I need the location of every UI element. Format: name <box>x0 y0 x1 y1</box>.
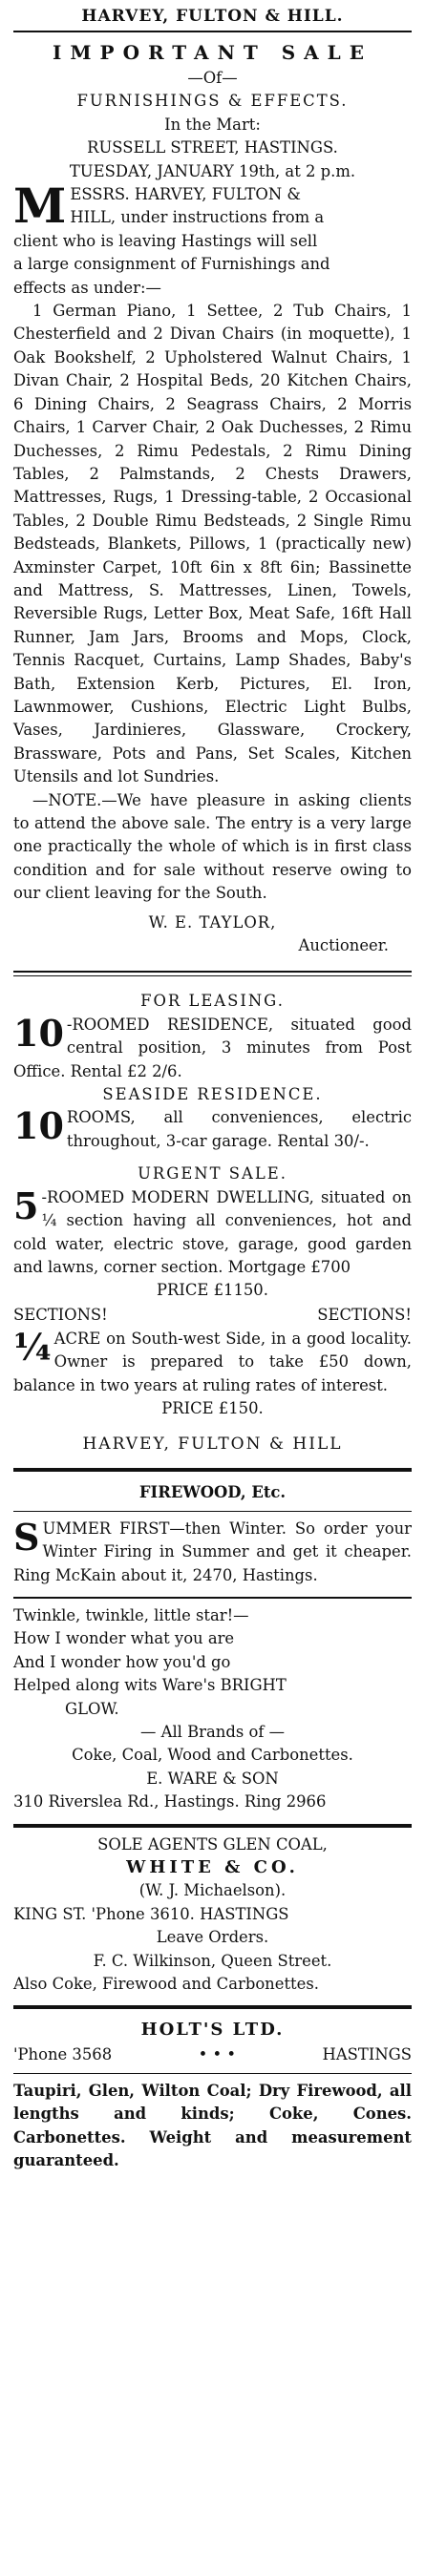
verse-line: Helped along wits Ware's BRIGHT <box>13 1676 287 1695</box>
ad-ware-and-son <box>13 1604 412 1814</box>
firm-name: HOLT'S LTD. <box>140 2020 285 2041</box>
intro-line: ESSRS. HARVEY, FULTON & <box>70 185 301 204</box>
firm-address: 310 Riverslea Rd., Hastings. Ring 2966 <box>13 1792 327 1812</box>
leave-orders: Leave Orders. <box>156 1928 269 1947</box>
verse-line: Twinkle, twinkle, little star!— <box>13 1605 249 1624</box>
verse-line: And I wonder how you'd go <box>13 1652 231 1671</box>
ad-firewood <box>13 1481 412 1587</box>
dropcap: 10 <box>13 1104 64 1148</box>
agent-line: F. C. Wilkinson, Queen Street. <box>93 1951 332 1970</box>
phone-row <box>13 2042 412 2067</box>
sale-subtitle: FURNISHINGS & EFFECTS. <box>76 92 349 111</box>
sections-left: SECTIONS! <box>13 1305 108 1324</box>
proprietor: (W. J. Michaelson). <box>138 1881 287 1900</box>
intro-line: HILL, under instructions from a <box>70 208 325 227</box>
divider <box>13 31 412 32</box>
ad-holts <box>13 2019 412 2172</box>
venue-line-2: RUSSELL STREET, HASTINGS. <box>87 138 338 157</box>
town: HASTINGS <box>322 2044 412 2063</box>
firewood-text: UMMER FIRST—then Winter. So order your Winter Firing in Summer and get it cheaper. Ring McKain about it, 2470, Hastings. <box>13 1518 412 1584</box>
listing-text: ACRE on South-west Side, in a good locality. Owner is prepared to take £50 down, balance in two years at ruling rates of interest. <box>13 1329 412 1394</box>
venue-line-1: In the Mart: <box>164 115 261 134</box>
listing-2 <box>13 1106 412 1153</box>
auctioneer-name: W. E. TAYLOR, <box>148 912 277 932</box>
listing-3 <box>13 1183 412 1280</box>
firm-name: WHITE & CO. <box>126 1857 299 1878</box>
firm-name: E. WARE & SON <box>146 1769 279 1788</box>
agents-heading: SOLE AGENTS GLEN COAL, <box>97 1834 328 1853</box>
listing-text: -ROOMED MODERN DWELLING, situated on ¼ section having all conveniences, hot and cold water, electric stove, garage, good garden and lawns, corner section. Mortgage £700 <box>13 1187 412 1276</box>
firm-address: KING ST. 'Phone 3610. HASTINGS <box>13 1904 289 1923</box>
ad-header: HARVEY, FULTON & HILL. <box>81 7 344 26</box>
auctioneer-title: Auctioneer. <box>298 936 389 955</box>
ad-important-sale <box>13 6 412 957</box>
intro-line: client who is leaving Hastings will sell <box>13 231 318 250</box>
holts-text: Taupiri, Glen, Wilton Coal; Dry Firewood, all lengths and kinds; Coke, Cones. Carbonettes. Weight and measurement guaranteed. <box>13 2081 412 2170</box>
dropcap: ¼ <box>13 1325 52 1369</box>
sections-right: SECTIONS! <box>317 1305 412 1324</box>
of-line: —Of— <box>187 69 238 87</box>
dots: • • • <box>198 2044 237 2063</box>
dropcap: M <box>13 178 67 235</box>
dropcap: 10 <box>13 1011 64 1055</box>
ad-footer: HARVEY, FULTON & HILL <box>82 1435 343 1455</box>
also-line: Also Coke, Firewood and Carbonettes. <box>13 1975 319 1994</box>
item-list: 1 German Piano, 1 Settee, 2 Tub Chairs, 1 Chesterfield and 2 Divan Chairs (in moquette), 1 Oak Bookshelf, 2 Upholstered Walnut Chairs, 1 Divan Chair, 2 Hospital Beds, 20 Kitchen Chairs, 6 Dining Chairs, 2 Seagrass Chairs, 2 Morris Chairs, 1 Carver Chair, 2 Oak Duchesses, 2 Rimu Duchesses, 2 Rimu Pedestals, 2 Rimu Dining Tables, 2 Palmstands, 2 Chests Drawers, Mattresses, Rugs, 1 Dressing-table, 2 Occasional Tables, 2 Double Rimu Bedsteads, 2 Single Rimu Bedsteads, Blankets, Pillows, 1 (practically new) Axminster Carpet, 10ft 6in x 8ft 6in; Bassinette and Mattress, S. Mattresses, Linen, Towels, Reversible Rugs, Letter Box, Meat Safe, 16ft Hall Runner, Jam Jars, Brooms and Mops, Clock, Tennis Racquet, Curtains, Lamp Shades, Baby's Bath, Extension Kerb, Pictures, El. Iron, Lawnmower, Cushions, Electric Light Bulbs, Vases, Jardinieres, Glassware, Crockery, Brassware, Pots and Pans, Set Scales, Kitchen Utensils and lot Sundries. <box>13 302 412 786</box>
sale-note: —NOTE.—We have pleasure in asking clients to attend the above sale. The entry is a very large one practically the whole of which is in first class condition and for sale without reserve owing to our client leaving for the South. <box>13 790 412 903</box>
listing-heading: URGENT SALE. <box>138 1164 287 1183</box>
listing-price: PRICE £150. <box>161 1398 264 1417</box>
listing-4 <box>13 1325 412 1397</box>
ad-white-and-co <box>13 1833 412 1997</box>
verse-line: How I wonder what you are <box>13 1629 235 1648</box>
ad-property-listings <box>13 990 412 1455</box>
sale-date: TUESDAY, JANUARY 19th, at 2 p.m. <box>69 161 356 180</box>
intro-line: a large consignment of Furnishings and <box>13 255 330 274</box>
listing-price: PRICE £1150. <box>157 1281 268 1300</box>
sections-heading <box>13 1303 412 1328</box>
listing-heading: SEASIDE RESIDENCE. <box>102 1085 323 1104</box>
dropcap: S <box>13 1515 40 1559</box>
sale-title: IMPORTANT SALE <box>53 41 372 64</box>
phone-number: 'Phone 3568 <box>13 2044 113 2063</box>
brands-line: — All Brands of — <box>140 1723 285 1741</box>
listing-1 <box>13 1011 412 1083</box>
products-line: Coke, Coal, Wood and Carbonettes. <box>72 1746 353 1765</box>
listing-text: -ROOMED RESIDENCE, situated good central position, 3 minutes from Post Office. Rental £2 2/6. <box>13 1015 412 1080</box>
firewood-body <box>13 1515 412 1587</box>
verse-line: GLOW. <box>65 1699 119 1718</box>
dropcap: 5 <box>13 1183 39 1227</box>
firewood-heading: FIREWOOD, Etc. <box>138 1483 287 1502</box>
intro-line: effects as under:— <box>13 278 161 297</box>
sale-intro <box>13 178 412 300</box>
listing-heading: FOR LEASING. <box>140 992 285 1011</box>
listing-text: ROOMS, all conveniences, electric throughout, 3-car garage. Rental 30/-. <box>66 1108 412 1150</box>
